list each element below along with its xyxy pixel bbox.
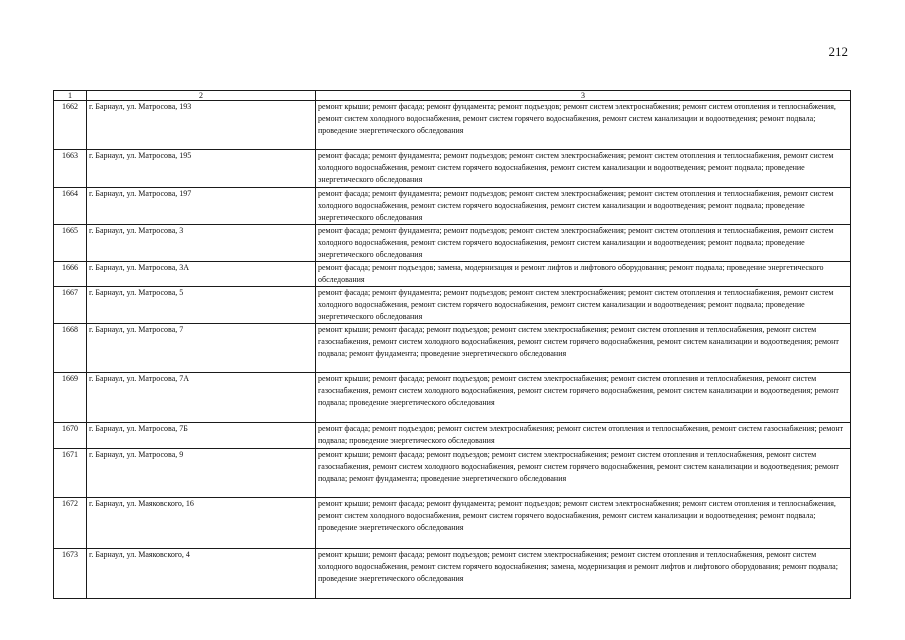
row-address: г. Барнаул, ул. Матросова, 7А [87,373,316,423]
row-address: г. Барнаул, ул. Матросова, 3А [87,262,316,287]
column-header-address: 2 [87,91,316,101]
row-works: ремонт фасада; ремонт фундамента; ремонт подъездов; ремонт систем электроснабжения; ремонт систем отопления и теплоснабжения, ремонт систем холодного водоснабжения, ремонт систем горячего водоснабжения, ремонт систем канализации и водоотведения; ремонт подвала; проведение энергетического обследования [316,150,851,188]
row-address: г. Барнаул, ул. Маяковского, 16 [87,498,316,549]
row-number: 1663 [54,150,87,188]
row-works: ремонт фасада; ремонт подъездов; замена, модернизация и ремонт лифтов и лифтового оборудования; ремонт подвала; проведение энергетического обследования [316,262,851,287]
page-number: 212 [828,44,848,59]
row-number: 1667 [54,287,87,324]
table-row [54,373,851,423]
row-address: г. Барнаул, ул. Матросова, 195 [87,150,316,188]
row-address: г. Барнаул, ул. Матросова, 193 [87,101,316,150]
row-number: 1668 [54,324,87,373]
repair-register-table [53,90,851,599]
row-number: 1662 [54,101,87,150]
row-number: 1672 [54,498,87,549]
row-number: 1666 [54,262,87,287]
column-header-number: 1 [54,91,87,101]
row-works: ремонт фасада; ремонт фундамента; ремонт подъездов; ремонт систем электроснабжения; ремонт систем отопления и теплоснабжения, ремонт систем холодного водоснабжения, ремонт систем горячего водоснабжения, ремонт систем канализации и водоотведения; ремонт подвала; проведение энергетического обследования [316,287,851,324]
table-row [54,449,851,498]
row-address: г. Барнаул, ул. Матросова, 3 [87,225,316,262]
table-row [54,324,851,373]
row-address: г. Барнаул, ул. Матросова, 7 [87,324,316,373]
table-row [54,549,851,599]
row-works: ремонт крыши; ремонт фасада; ремонт фундамента; ремонт подъездов; ремонт систем электроснабжения; ремонт систем отопления и теплоснабжения, ремонт систем холодного водоснабжения, ремонт систем горячего водоснабжения, ремонт систем канализации и водоотведения; ремонт подвала; проведение энергетического обследования [316,498,851,549]
row-number: 1673 [54,549,87,599]
row-number: 1670 [54,423,87,449]
row-works: ремонт крыши; ремонт фасада; ремонт подъездов; ремонт систем электроснабжения; ремонт систем отопления и теплоснабжения, ремонт систем газоснабжения, ремонт систем холодного водоснабжения, ремонт систем горячего водоснабжения, ремонт систем канализации и водоотведения; ремонт подвала; ремонт фундамента; проведение энергетического обследования [316,449,851,498]
row-address: г. Барнаул, ул. Матросова, 7Б [87,423,316,449]
row-number: 1664 [54,188,87,225]
table-row [54,225,851,262]
row-works: ремонт крыши; ремонт фасада; ремонт подъездов; ремонт систем электроснабжения; ремонт систем отопления и теплоснабжения, ремонт систем газоснабжения, ремонт систем холодного водоснабжения, ремонт систем горячего водоснабжения, ремонт систем канализации и водоотведения; ремонт подвала; ремонт фундамента; проведение энергетического обследования [316,324,851,373]
row-address: г. Барнаул, ул. Матросова, 5 [87,287,316,324]
row-address: г. Барнаул, ул. Матросова, 197 [87,188,316,225]
table-row [54,498,851,549]
table-row [54,150,851,188]
row-number: 1669 [54,373,87,423]
table-row [54,188,851,225]
row-works: ремонт фасада; ремонт фундамента; ремонт подъездов; ремонт систем электроснабжения; ремонт систем отопления и теплоснабжения, ремонт систем холодного водоснабжения, ремонт систем горячего водоснабжения, ремонт систем канализации и водоотведения; ремонт подвала; проведение энергетического обследования [316,188,851,225]
row-address: г. Барнаул, ул. Маяковского, 4 [87,549,316,599]
row-address: г. Барнаул, ул. Матросова, 9 [87,449,316,498]
row-works: ремонт фасада; ремонт фундамента; ремонт подъездов; ремонт систем электроснабжения; ремонт систем отопления и теплоснабжения, ремонт систем холодного водоснабжения, ремонт систем горячего водоснабжения, ремонт систем канализации и водоотведения; ремонт подвала; проведение энергетического обследования [316,225,851,262]
row-works: ремонт крыши; ремонт фасада; ремонт фундамента; ремонт подъездов; ремонт систем электроснабжения; ремонт систем отопления и теплоснабжения, ремонт систем холодного водоснабжения, ремонт систем горячего водоснабжения, ремонт систем канализации и водоотведения; ремонт подвала; проведение энергетического обследования [316,101,851,150]
column-header-works: 3 [316,91,851,101]
table-row [54,287,851,324]
row-works: ремонт крыши; ремонт фасада; ремонт подъездов; ремонт систем электроснабжения; ремонт систем отопления и теплоснабжения, ремонт систем холодного водоснабжения, ремонт систем горячего водоснабжения; замена, модернизация и ремонт лифтов и лифтового оборудования; ремонт подвала; проведение энергетического обследования [316,549,851,599]
row-works: ремонт фасада; ремонт подъездов; ремонт систем электроснабжения; ремонт систем отопления и теплоснабжения, ремонт систем газоснабжения; ремонт подвала; проведение энергетического обследования [316,423,851,449]
row-number: 1665 [54,225,87,262]
table-row [54,101,851,150]
row-works: ремонт крыши; ремонт фасада; ремонт подъездов; ремонт систем электроснабжения; ремонт систем отопления и теплоснабжения, ремонт систем газоснабжения, ремонт систем холодного водоснабжения, ремонт систем горячего водоснабжения, ремонт систем канализации и водоотведения; ремонт подвала; проведение энергетического обследования [316,373,851,423]
table-header-row [54,91,851,101]
table-row [54,423,851,449]
row-number: 1671 [54,449,87,498]
table-row [54,262,851,287]
